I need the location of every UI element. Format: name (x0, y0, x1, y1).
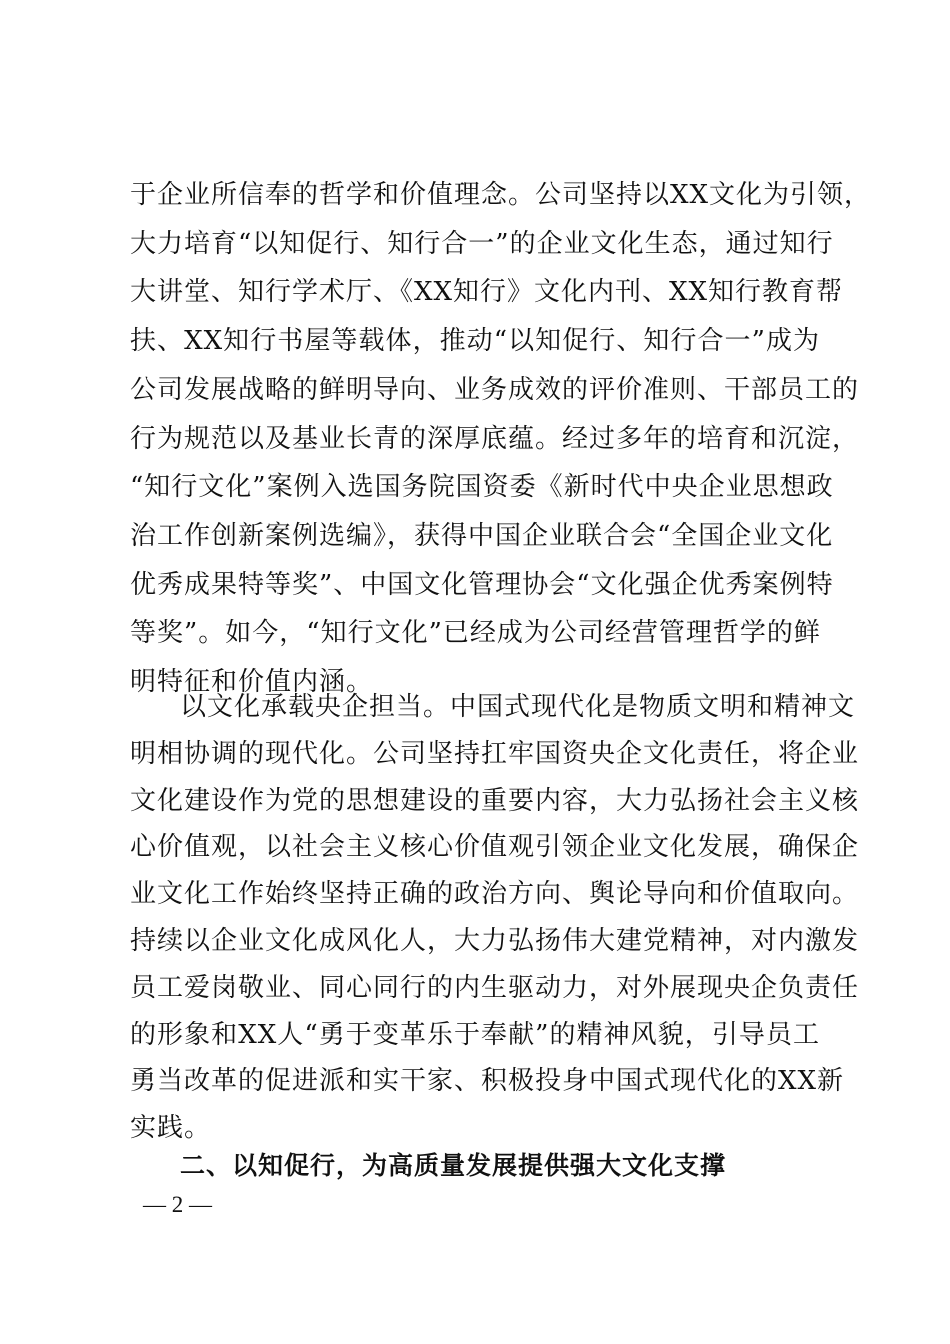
paragraph-line: 大力培育“以知促行、知行合一”的企业文化生态，通过知行 (130, 229, 834, 259)
paragraph-line: 行为规范以及基业长青的深厚底蕴。经过多年的培育和沉淀， (130, 424, 860, 454)
paragraph-line: 持续以企业文化成风化人，大力弘扬伟大建党精神，对内激发 (130, 926, 860, 956)
paragraph-line: 员工爱岗敬业、同心同行的内生驱动力，对外展现央企负责任 (130, 973, 860, 1003)
paragraph-line: 大讲堂、知行学术厅、《XX知行》文化内刊、XX知行教育帮 (130, 277, 844, 307)
paragraph-line: 业文化工作始终坚持正确的政治方向、舆论导向和价值取向。 (130, 879, 860, 909)
page-number: — 2 — (143, 1192, 212, 1217)
paragraph-line: 心价值观，以社会主义核心价值观引领企业文化发展，确保企 (130, 832, 860, 862)
paragraph-line: 明相协调的现代化。公司坚持扛牢国资央企文化责任，将企业 (130, 739, 860, 769)
paragraph-line: 于企业所信奉的哲学和价值理念。公司坚持以XX文化为引领， (130, 180, 872, 210)
paragraph-line: “知行文化”案例入选国务院国资委《新时代中央企业思想政 (130, 472, 834, 502)
paragraph-line: 优秀成果特等奖”、中国文化管理协会“文化强企优秀案例特 (130, 570, 834, 600)
paragraph-line: 勇当改革的促进派和实干家、积极投身中国式现代化的XX新 (130, 1066, 845, 1096)
paragraph-line: 等奖”。如今，“知行文化”已经成为公司经营管理哲学的鲜 (130, 618, 821, 648)
paragraph-line: 治工作创新案例选编》，获得中国企业联合会“全国企业文化 (130, 521, 834, 551)
paragraph-line: 以文化承载央企担当。中国式现代化是物质文明和精神文 (180, 692, 856, 722)
paragraph-line: 明特征和价值内涵。 (130, 667, 374, 697)
paragraph-line: 扶、XX知行书屋等载体，推动“以知促行、知行合一”成为 (130, 326, 820, 356)
paragraph-line: 公司发展战略的鲜明导向、业务成效的评价准则、干部员工的 (130, 375, 860, 405)
paragraph-line: 文化建设作为党的思想建设的重要内容，大力弘扬社会主义核 (130, 786, 860, 816)
section-heading: 二、以知促行，为高质量发展提供强大文化支撑 (180, 1151, 727, 1180)
paragraph-line: 实践。 (130, 1113, 212, 1143)
paragraph-line: 的形象和XX人“勇于变革乐于奉献”的精神风貌，引导员工 (130, 1020, 820, 1050)
